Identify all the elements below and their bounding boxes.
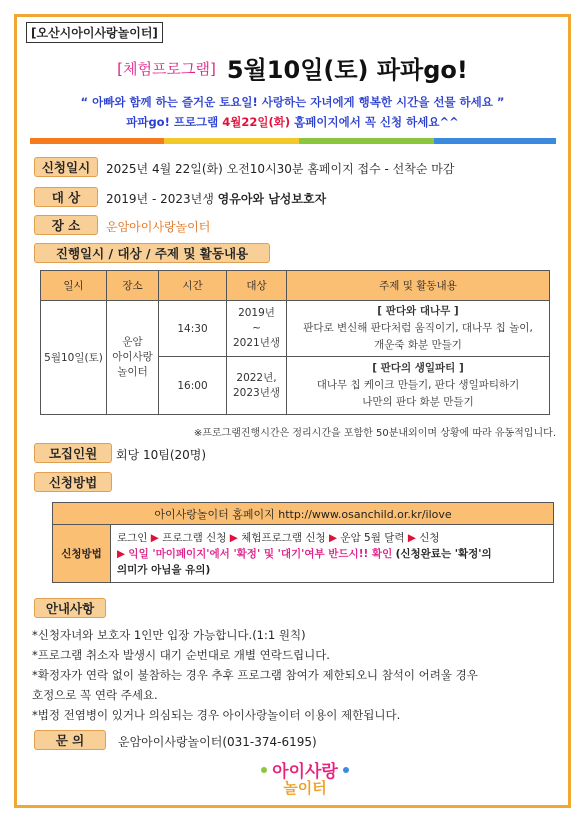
- apply-check-line: ▶ 익일 '마이페이지'에서 '확정' 및 '대기'여부 반드시!! 확인 (신청완료는 '확정'의: [117, 547, 492, 560]
- guide-item: *프로그램 취소자 발생시 대기 순번대로 개별 연락드립니다.: [32, 648, 330, 662]
- apply-date-value: 2025년 4월 22일(화) 오전10시30분 홈페이지 접수 - 선착순 마감: [106, 162, 455, 176]
- target-label: 대 상: [34, 187, 98, 207]
- logo-mark: [250, 760, 360, 798]
- session-time: 16:00: [159, 357, 227, 415]
- schedule-table: [40, 270, 550, 415]
- schedule-label: 진행일시 / 대상 / 주제 및 활동내용: [34, 243, 270, 263]
- slogan: “ 아빠와 함께 하는 즐거운 토요일! 사랑하는 자녀에게 행복한 시간을 선물 하세요 ”: [80, 95, 505, 109]
- arrow-right-icon: ▶: [407, 531, 416, 544]
- arrow-right-icon: ▶: [329, 531, 338, 544]
- table-row: [41, 301, 550, 357]
- color-bar-blue: [434, 138, 556, 144]
- apply-row-label: 신청방법: [53, 525, 111, 583]
- apply-method-label: 신청방법: [34, 472, 112, 492]
- homepage-link[interactable]: 아이사랑놀이터 홈페이지 http://www.osanchild.or.kr/ilove: [53, 503, 554, 525]
- place-value[interactable]: 운암아이사랑놀이터: [106, 220, 211, 234]
- col-header-target: 대상: [227, 271, 287, 301]
- title-main: 5월10일(토) 파파go!: [226, 56, 468, 84]
- arrow-right-icon: ▶: [229, 531, 238, 544]
- logo-text-top: 아이사랑: [272, 762, 338, 781]
- color-bar-yellow: [164, 138, 299, 144]
- col-header-content: 주제 및 활동내용: [287, 271, 550, 301]
- apply-date-label: 신청일시: [34, 157, 98, 177]
- contact-label: 문 의: [34, 730, 106, 750]
- col-header-place: 장소: [107, 271, 159, 301]
- apply-steps-row: [53, 525, 554, 583]
- apply-step-line: 로그인 ▶ 프로그램 신청 ▶ 체험프로그램 신청 ▶ 운암 5월 달력 ▶ 신청: [117, 531, 440, 544]
- arrow-right-icon: ▶: [117, 547, 126, 560]
- color-bar-green: [299, 138, 434, 144]
- col-header-time: 시간: [159, 271, 227, 301]
- apply-steps: 로그인 ▶ 프로그램 신청 ▶ 체험프로그램 신청 ▶ 운암 5월 달력 ▶ 신청 ▶ 익일 '마이페이지'에서 '확정' 및 '대기'여부 반드시!! 확인 (신청완료는 '확정'의 의미가 아님을 유의): [111, 525, 554, 583]
- session-place: 운암 아이사랑 놀이터: [107, 301, 159, 415]
- session-target: 2019년 ~ 2021년생: [227, 301, 287, 357]
- reserve-date: 4월22일(화): [222, 115, 291, 129]
- col-header-date: 일시: [41, 271, 107, 301]
- session-content: [ 판다의 생일파티 ] 대나무 칩 케이크 만들기, 판다 생일파티하기 나만의 판다 화분 만들기: [287, 357, 550, 415]
- session-target: 2022년, 2023년생: [227, 357, 287, 415]
- apply-site-row: [53, 503, 554, 525]
- place-label: 장 소: [34, 215, 98, 235]
- logo-text-bottom: 놀이터: [283, 780, 327, 797]
- guide-item: *확정자가 연락 없이 불참하는 경우 추후 프로그램 참여가 제한되오니 참석이 어려울 경우: [32, 668, 478, 682]
- target-value: 2019년 - 2023년생 영유아와 남성보호자: [106, 192, 327, 206]
- org-tag: [오산시아이사랑놀이터]: [26, 22, 163, 43]
- session-theme: [ 판다와 대나무 ]: [377, 305, 459, 317]
- color-bar-orange: [30, 138, 164, 144]
- session-date: 5월10일(토): [41, 301, 107, 415]
- session-content: [ 판다와 대나무 ] 판다로 변신해 판다처럼 움직이기, 대나무 칩 놀이, 개운죽 화분 만들기: [287, 301, 550, 357]
- logo-dot-icon: [343, 767, 349, 773]
- recruit-label: 모집인원: [34, 443, 112, 463]
- recruit-value: 회당 10팀(20명): [116, 448, 207, 462]
- arrow-right-icon: ▶: [150, 531, 159, 544]
- reserve-notice: 파파go! 프로그램 4월22일(화) 홈페이지에서 꼭 신청 하세요^^: [126, 115, 459, 129]
- apply-table: [52, 502, 554, 583]
- logo-dot-icon: [261, 767, 267, 773]
- guide-item: *법정 전염병이 있거나 의심되는 경우 아이사랑놀이터 이용이 제한됩니다.: [32, 708, 401, 722]
- contact-value: 운암아이사랑놀이터(031-374-6195): [118, 735, 317, 749]
- schedule-note: ※프로그램진행시간은 정리시간을 포함한 50분내외이며 상황에 따라 유동적입니다.: [193, 428, 556, 439]
- guide-label: 안내사항: [34, 598, 106, 618]
- title-prefix: [체험프로그램]: [117, 60, 216, 78]
- page-title: [0, 50, 585, 85]
- session-theme: [ 판다의 생일파티 ]: [372, 362, 464, 374]
- session-time: 14:30: [159, 301, 227, 357]
- guide-item: *신청자녀와 보호자 1인만 입장 가능합니다.(1:1 원칙): [32, 628, 306, 642]
- logo: [250, 760, 360, 798]
- schedule-header-row: [41, 271, 550, 301]
- guide-item: 호정으로 꼭 연락 주세요.: [32, 688, 158, 702]
